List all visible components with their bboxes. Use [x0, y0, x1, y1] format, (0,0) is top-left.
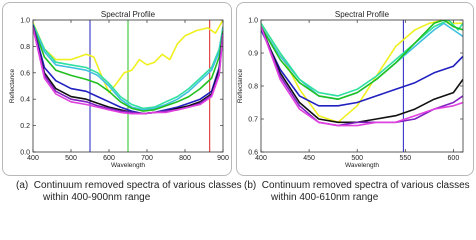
chart-b-xtick-label-3: 550 [399, 155, 412, 162]
caption-b-label: (b) [244, 180, 257, 191]
chart-b-xlabel: Wavelength [344, 162, 380, 169]
chart-a-ytick-label-0: 0.0 [20, 149, 30, 157]
chart-b-svg [237, 3, 473, 175]
chart-a-ylabel: Reflectance [9, 68, 16, 104]
chart-b-series [261, 20, 463, 126]
chart-a-ytick-label-1: 0.2 [20, 123, 30, 131]
caption-a-label: (a) [16, 180, 29, 191]
chart-b-series-line-1 [261, 23, 463, 99]
chart-b-ylabel: Reflectance [237, 68, 244, 104]
chart-b-xtick-label-1: 450 [303, 155, 315, 162]
chart-b-xtick-label-2: 500 [351, 155, 364, 162]
chart-a-xtick-label-1: 500 [65, 155, 77, 162]
chart-a-xlabel: Wavelength [110, 162, 146, 169]
chart-a-ytick-label-4: 0.8 [20, 43, 30, 51]
chart-a-ytick-label-3: 0.6 [20, 70, 30, 78]
chart-a-ytick-label-2: 0.4 [20, 96, 30, 104]
chart-b-ytick-label-1: 0.7 [248, 116, 258, 124]
chart-b-ytick-label-4: 1.0 [248, 17, 258, 25]
chart-b-ytick-label-2: 0.8 [248, 83, 258, 91]
chart-b-series-line-0 [261, 20, 463, 122]
caption-b-line1 [244, 180, 472, 192]
chart-a-xtick-label-2: 600 [103, 155, 115, 162]
panel-a [2, 2, 232, 176]
panel-b [236, 2, 474, 176]
chart-b-ytick-label-0: 0.6 [248, 149, 258, 157]
chart-a-xtick-label-4: 800 [179, 155, 191, 162]
caption-a-text2: within 400-900nm range [43, 192, 151, 203]
chart-b-series-line-6 [261, 27, 463, 126]
chart-b-xtick-label-0: 400 [255, 155, 267, 162]
caption-b [244, 180, 472, 204]
chart-a-xtick-label-5: 900 [217, 155, 229, 162]
caption-a-text1: Continuum removed spectra of various classes [33, 180, 242, 191]
caption-b-text2: within 400-610nm range [271, 192, 379, 203]
chart-a-ytick-label-5: 1.0 [20, 17, 30, 25]
chart-a-title: Spectral Profile [100, 10, 156, 19]
chart-b-title: Spectral Profile [334, 10, 390, 19]
chart-b-xtick-label-4: 600 [447, 155, 460, 162]
caption-a-line1 [16, 180, 242, 192]
chart-b-ytick-label-3: 0.9 [248, 50, 258, 58]
chart-b-series-line-7 [261, 27, 463, 126]
chart-a-xtick-label-3: 700 [141, 155, 153, 162]
caption-a [16, 180, 242, 204]
chart-a-xtick-label-0: 400 [27, 155, 39, 162]
chart-a-svg [3, 3, 231, 175]
caption-b-text1: Continuum removed spectra of various classes [261, 180, 470, 191]
